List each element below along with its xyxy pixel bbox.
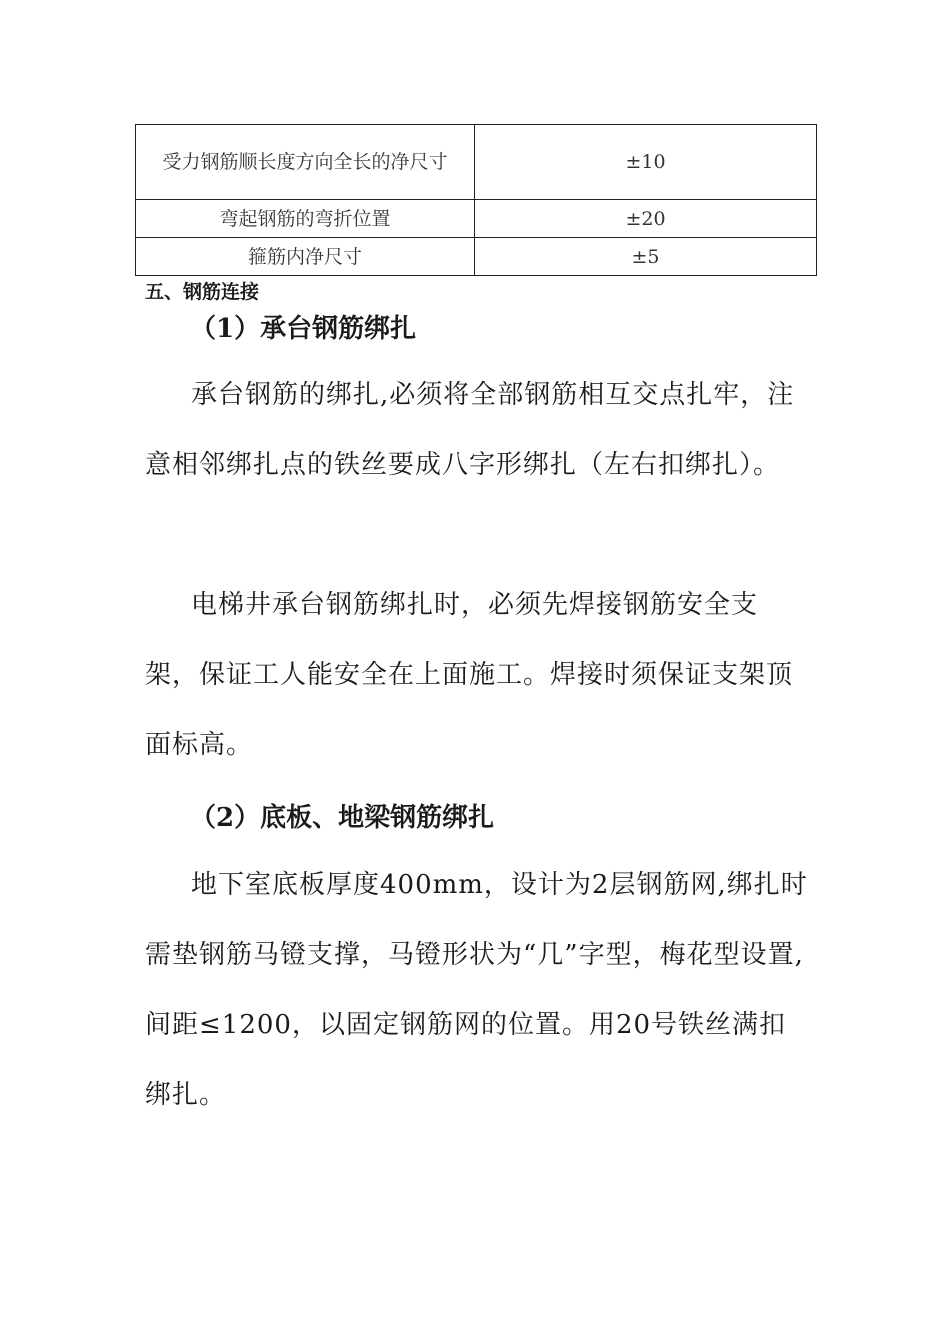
table-cell-item: 受力钢筋顺长度方向全长的净尺寸: [136, 125, 475, 200]
table-row: [136, 200, 817, 238]
table-cell-tolerance: ±5: [475, 238, 817, 276]
table-row: [136, 238, 817, 276]
sub-heading-base-slab: （2）底板、地梁钢筋绑扎: [190, 803, 495, 833]
table-row: [136, 125, 817, 200]
sub-heading-pile-cap: （1）承台钢筋绑扎: [190, 314, 417, 344]
table-cell-item: 弯起钢筋的弯折位置: [136, 200, 475, 238]
table-cell-tolerance: ±20: [475, 200, 817, 238]
paragraph: 承台钢筋的绑扎,必须将全部钢筋相互交点扎牢，注意相邻绑扎点的铁丝要成八字形绑扎（左右扣绑扎）。: [145, 380, 795, 480]
table-cell-item: 箍筋内净尺寸: [136, 238, 475, 276]
paragraph: 地下室底板厚度400mm，设计为2层钢筋网,绑扎时需垫钢筋马镫支撑，马镫形状为“几”字型，梅花型设置,间距≤1200，以固定钢筋网的位置。用20号铁丝满扣绑扎。: [145, 870, 808, 1110]
paragraph: 电梯井承台钢筋绑扎时，必须先焊接钢筋安全支架，保证工人能安全在上面施工。焊接时须保证支架顶面标高。: [145, 590, 794, 760]
table-cell-tolerance: ±10: [475, 125, 817, 200]
section-heading: 五、钢筋连接: [145, 281, 260, 303]
tolerance-table: [135, 124, 817, 276]
